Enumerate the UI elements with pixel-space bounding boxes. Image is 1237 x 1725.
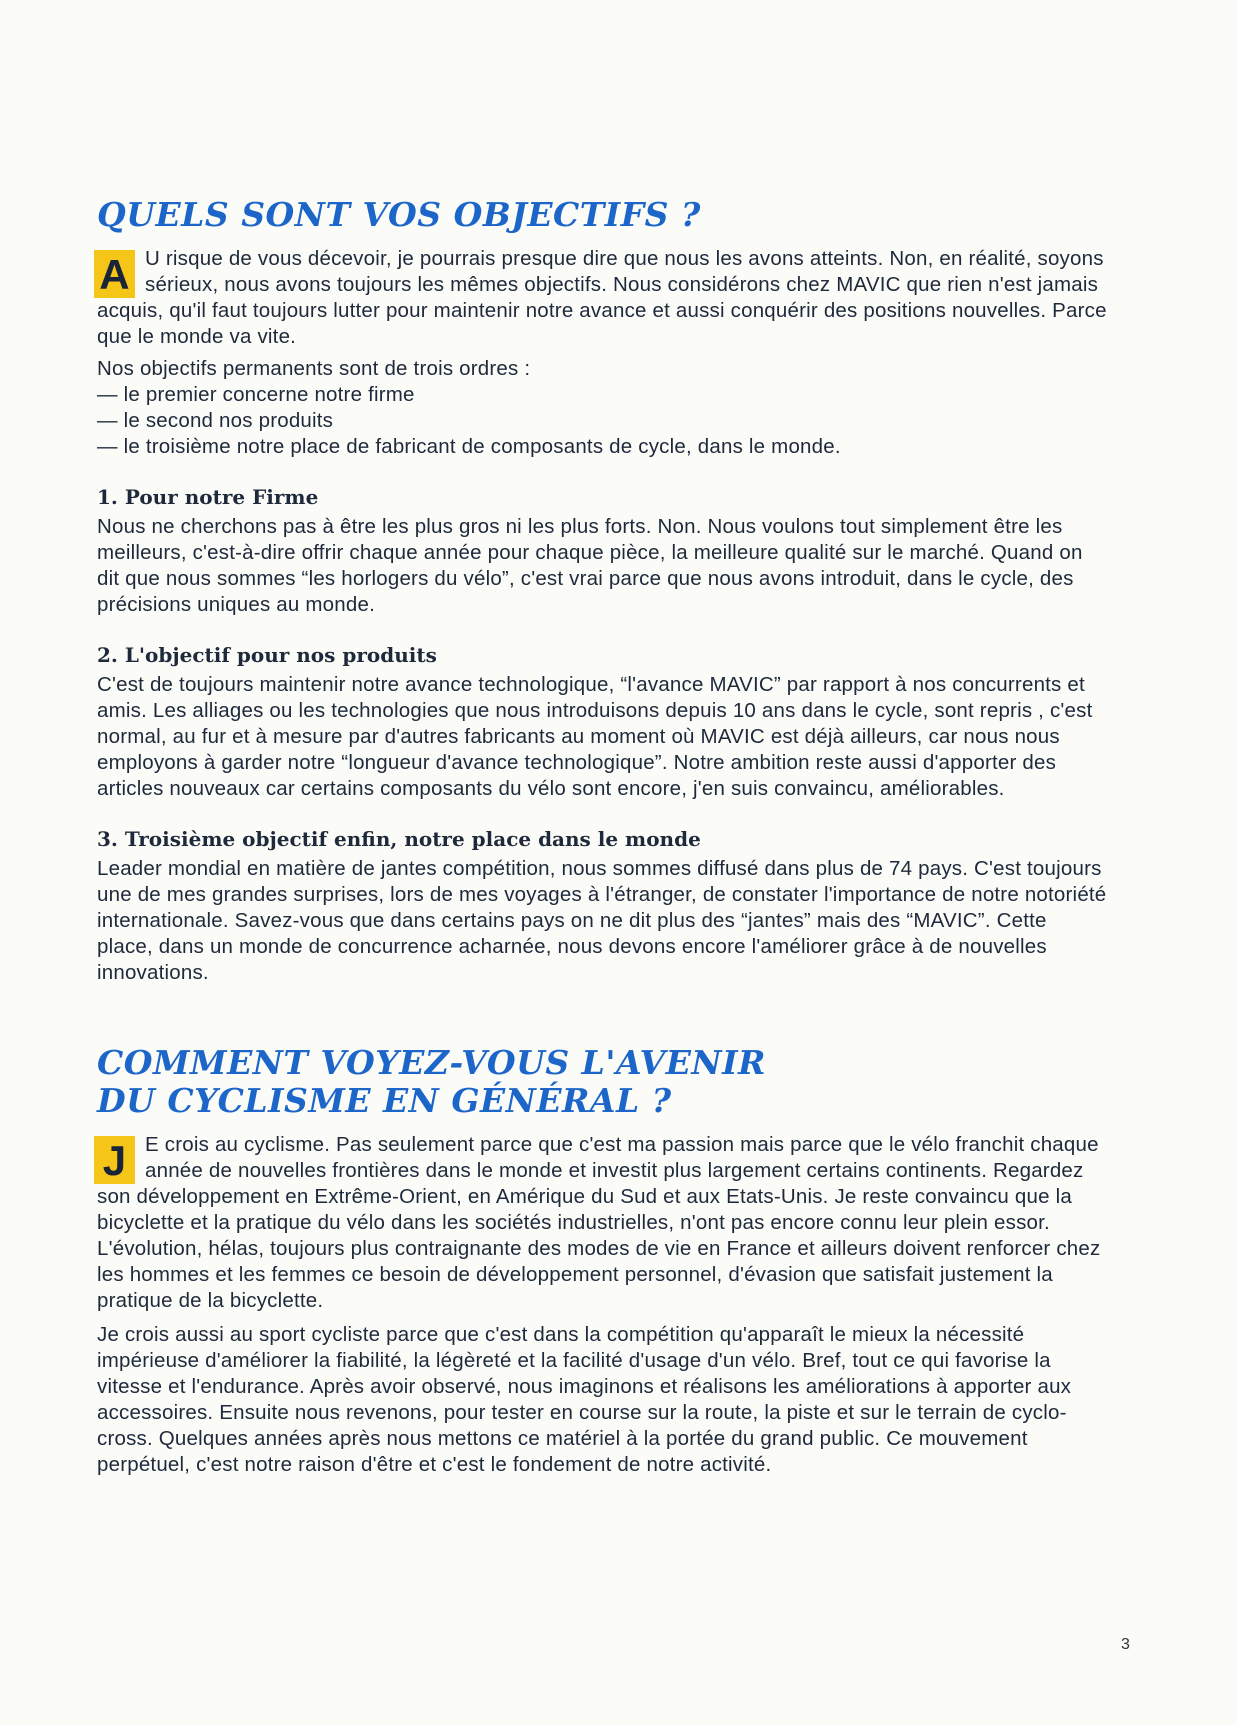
- paragraph-world: Leader mondial en matière de jantes compétition, nous sommes diffusé dans plus de 74 pays. C'est toujours une de mes grandes surprises, lors de mes voyages à l'étranger, de constater l'importance de notre notoriété internationale. Savez-vous que dans certains pays on ne dit plus des “jantes” mais des “MAVIC”. Cette place, dans un monde de concurrence acharnée, nous devons encore l'améliorer grâce à de nouvelles innovations.: [97, 857, 1107, 984]
- drop-cap-a: A: [94, 250, 135, 298]
- objectives-list: [97, 356, 1107, 460]
- section-future: [97, 1044, 1107, 1478]
- list-intro: Nos objectifs permanents sont de trois ordres :: [97, 357, 531, 380]
- page-number: 3: [1121, 1636, 1130, 1653]
- section-title-objectives: QUELS SONT VOS OBJECTIFS ?: [97, 195, 701, 234]
- title-line-2: DU CYCLISME EN GÉNÉRAL ?: [97, 1081, 672, 1120]
- page-content: [97, 196, 1107, 1478]
- paragraph-products: C'est de toujours maintenir notre avance technologique, “l'avance MAVIC” par rapport à nos concurrents et amis. Les alliages ou les technologies que nous introduisons depuis 10 ans dans le cycle, sont repris , c'est normal, au fur et à mesure par d'autres fabricants au moment où MAVIC est déjà ailleurs, car nous nous employons à garder notre “longueur d'avance technologique”. Notre ambition reste aussi d'apporter des articles nouveaux car certains composants du vélo sont encore, j'en suis convaincu, améliorables.: [97, 673, 1093, 800]
- list-item: — le troisième notre place de fabricant de composants de cycle, dans le monde.: [97, 435, 841, 458]
- future-paragraph-2: Je crois aussi au sport cycliste parce que c'est dans la compétition qu'apparaît le mieux la nécessité impérieuse d'améliorer la fiabilité, la légèreté et la facilité d'usage d'un vélo. Bref, tout ce qui favorise la vitesse et l'endurance. Après avoir observé, nous imaginons et réalisons les améliorations à apporter aux accessoires. Ensuite nous revenons, pour tester en course sur la route, la piste et sur le terrain de cyclo-cross. Quelques années après nous mettons ce matériel à la portée du grand public. Ce mouvement perpétuel, c'est notre raison d'être et c'est le fondement de notre activité.: [97, 1323, 1072, 1476]
- future-text-1: E crois au cyclisme. Pas seulement parce que c'est ma passion mais parce que le vélo franchit chaque année de nouvelles frontières dans le monde et investit plus largement certains continents. Regardez son développement en Extrême-Orient, en Amérique du Sud et aux Etats-Unis. Je reste convaincu que la bicyclette et la pratique du vélo dans les sociétés industrielles, n'ont pas encore connu leur plein essor. L'évolution, hélas, toujours plus contraignante des modes de vie en France et ailleurs doivent renforcer chez les hommes et les femmes ce besoin de développement personnel, d'évasion que satisfait justement la pratique de la bicyclette.: [97, 1133, 1101, 1312]
- list-item: — le premier concerne notre firme: [97, 383, 415, 406]
- drop-cap-j: J: [94, 1136, 135, 1184]
- intro-text: U risque de vous décevoir, je pourrais presque dire que nous les avons atteints. Non, en réalité, soyons sérieux, nous avons toujours les mêmes objectifs. Nous considérons chez MAVIC que rien n'est jamais acquis, qu'il faut toujours lutter pour maintenir notre avance et aussi conquérir des positions nouvelles. Parce que le monde va vite.: [97, 247, 1107, 348]
- section-objectives: [97, 196, 1107, 986]
- future-paragraph-1: [97, 1132, 1107, 1314]
- subheading-products: 2. L'objectif pour nos produits: [97, 643, 437, 667]
- list-item: — le second nos produits: [97, 409, 334, 432]
- intro-paragraph: [97, 246, 1107, 350]
- subheading-world: 3. Troisième objectif enfin, notre place dans le monde: [97, 827, 701, 851]
- title-line-1: COMMENT VOYEZ-VOUS L'AVENIR: [97, 1043, 766, 1082]
- section-title-future: [97, 1044, 1107, 1120]
- subheading-firm: 1. Pour notre Firme: [97, 485, 319, 509]
- paragraph-firm: Nous ne cherchons pas à être les plus gros ni les plus forts. Non. Nous voulons tout simplement être les meilleurs, c'est-à-dire offrir chaque année pour chaque pièce, la meilleure qualité sur le marché. Quand on dit que nous sommes “les horlogers du vélo”, c'est vrai parce que nous avons introduit, dans le cycle, des précisions uniques au monde.: [97, 515, 1083, 616]
